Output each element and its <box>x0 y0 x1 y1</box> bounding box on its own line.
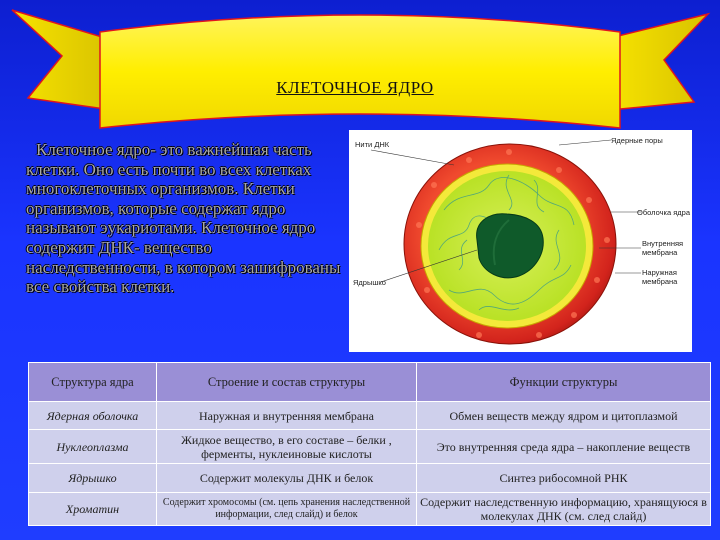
title-banner <box>0 0 720 140</box>
cell-function: Обмен веществ между ядром и цитоплазмой <box>417 402 711 430</box>
label-nuclear-pores: Ядерные поры <box>611 136 663 145</box>
table-row <box>29 430 711 463</box>
cell-structure-name: Ядрышко <box>29 463 157 492</box>
nucleus-diagram <box>349 130 692 352</box>
label-inner-membrane: Внутренняя мембрана <box>642 239 684 257</box>
page-title: КЛЕТОЧНОЕ ЯДРО <box>276 78 434 97</box>
cell-structure-name: Хроматин <box>29 492 157 525</box>
cell-composition: Жидкое вещество, в его составе – белки , ферменты, нуклеиновые кислоты <box>157 430 417 463</box>
intro-paragraph: Клеточное ядро- это важнейшая часть клетки. Оно есть почти во всех клетках многоклеточных организмов. Клетки организмов, которые содержат ядро называют эукариотами. Клеточное ядро содержит ДНК- вещество наследственности, в котором зашифрованы все свойства клетки. <box>26 140 341 297</box>
label-outer-membrane: Наружная мембрана <box>642 268 678 286</box>
cell-composition: Содержит хромосомы (см. цепь хранения наследственной информации, след слайд) и белок <box>157 492 417 525</box>
cell-structure-name: Нуклеоплазма <box>29 430 157 463</box>
cell-function: Это внутренняя среда ядра – накопление веществ <box>417 430 711 463</box>
header-function: Функции структуры <box>417 363 711 402</box>
cell-composition: Содержит молекулы ДНК и белок <box>157 463 417 492</box>
banner-right-tail <box>610 14 708 110</box>
label-nuclear-envelope: Оболочка ядра <box>637 208 690 217</box>
cell-composition: Наружная и внутренняя мембрана <box>157 402 417 430</box>
table-row <box>29 402 711 430</box>
table-row <box>29 463 711 492</box>
nucleus-structure-table <box>28 362 711 526</box>
banner-body <box>100 15 620 128</box>
cell-function: Синтез рибосомной РНК <box>417 463 711 492</box>
cell-function: Содержит наследственную информацию, хранящуюся в молекулах ДНК (см. след слайд) <box>417 492 711 525</box>
header-composition: Строение и состав структуры <box>157 363 417 402</box>
cell-structure-name: Ядерная оболочка <box>29 402 157 430</box>
banner-left-tail <box>12 10 112 110</box>
header-structure: Структура ядра <box>29 363 157 402</box>
label-nucleolus: Ядрышко <box>353 278 386 287</box>
table-row <box>29 492 711 525</box>
label-dna-threads: Нити ДНК <box>355 140 390 149</box>
table-header-row <box>29 363 711 402</box>
nucleus-illustration <box>349 130 692 352</box>
